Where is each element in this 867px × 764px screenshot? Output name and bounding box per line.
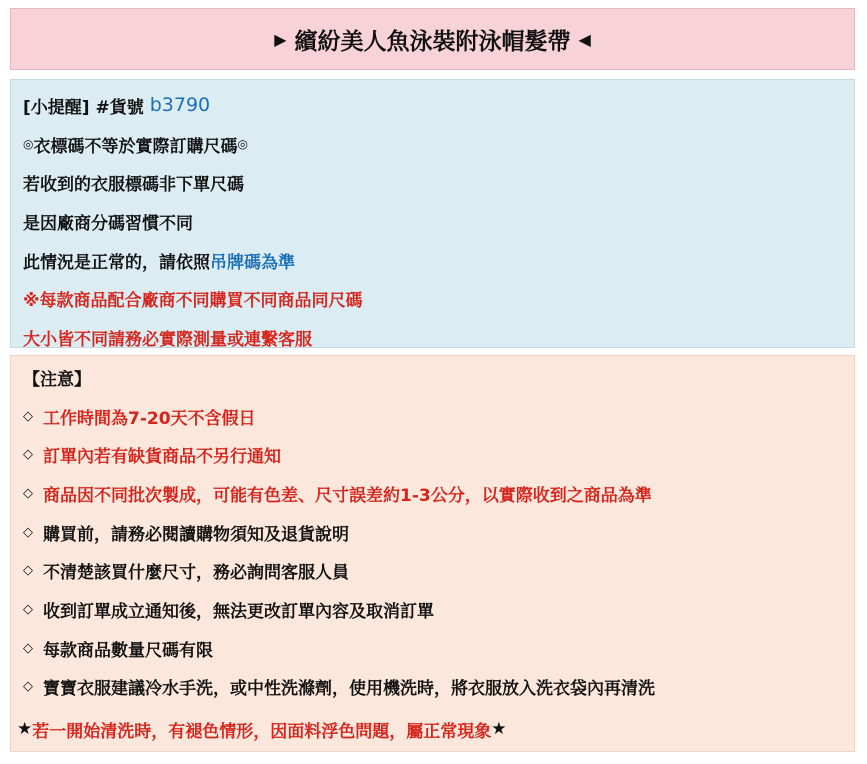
washing-warning-text: 若一開始清洗時，有褪色情形，因面料浮色問題，屬正常現象 [32, 721, 492, 742]
list-item [23, 397, 854, 436]
washing-warning [17, 706, 854, 752]
reminder-line [23, 163, 854, 202]
diamond-bullet-icon: ◇ [23, 640, 33, 656]
reminder-text: 若收到的衣服標碼非下單尺碼 [23, 175, 244, 196]
notice-panel [10, 355, 855, 752]
reminder-heading-label: [小提醒] #貨號 [23, 97, 144, 118]
reminder-line [23, 202, 854, 241]
diamond-bullet-icon: ◇ [23, 485, 33, 501]
notice-text: 不清楚該買什麼尺寸，務必詢問客服人員 [43, 563, 349, 584]
reminder-warning: ※每款商品配合廠商不同購買不同商品同尺碼 [23, 291, 363, 312]
list-item [23, 435, 854, 474]
reminder-line [23, 279, 854, 318]
diamond-bullet-icon: ◇ [23, 563, 33, 579]
notice-text: 每款商品數量尺碼有限 [43, 640, 213, 661]
diamond-bullet-icon: ◇ [23, 524, 33, 540]
list-item [23, 590, 854, 629]
notice-text: 訂單內若有缺貨商品不另行通知 [43, 447, 281, 468]
reminder-text: 衣標碼不等於實際訂購尺碼 [33, 136, 238, 157]
notice-heading-label: 【注意】 [23, 369, 91, 390]
star-icon: ★ [17, 719, 33, 740]
diamond-bullet-icon: ◇ [23, 601, 33, 617]
star-icon: ★ [491, 719, 507, 740]
left-triangle-icon: ◀ [578, 29, 591, 49]
reminder-warning: 大小皆不同請務必實際測量或連繫客服 [23, 329, 312, 350]
product-title: 繽紛美人魚泳裝附泳帽髮帶 [294, 28, 571, 55]
diamond-bullet-icon: ◇ [23, 408, 33, 424]
diamond-bullet-icon: ◇ [23, 679, 33, 695]
diamond-bullet-icon: ◇ [23, 447, 33, 463]
list-item [23, 551, 854, 590]
reminder-line [23, 241, 854, 280]
bullseye-icon: ◎ [23, 137, 34, 152]
reminder-heading [23, 86, 854, 125]
list-item [23, 474, 854, 513]
notice-heading [23, 358, 854, 397]
notice-text: 購買前，請務必閱讀購物須知及退貨說明 [43, 524, 349, 545]
right-triangle-icon: ▶ [274, 29, 287, 49]
reminder-text: 是因廠商分碼習慣不同 [23, 213, 193, 234]
notice-text: 商品因不同批次製成，可能有色差、尺寸誤差約1-3公分，以實際收到之商品為準 [43, 485, 652, 506]
title-banner [10, 8, 855, 70]
notice-text: 收到訂單成立通知後，無法更改訂單內容及取消訂單 [43, 601, 434, 622]
reminder-text: 此情況是正常的，請依照 [23, 252, 210, 273]
sku-number: b3790 [149, 94, 211, 117]
tag-size-highlight: 吊牌碼為準 [210, 252, 295, 273]
notice-text: 工作時間為7-20天不含假日 [43, 408, 256, 429]
list-item [23, 513, 854, 552]
bullseye-icon: ◎ [237, 137, 248, 152]
reminder-line [23, 318, 854, 357]
list-item [23, 668, 854, 707]
notice-text: 寶寶衣服建議冷水手洗，或中性洗滌劑，使用機洗時，將衣服放入洗衣袋內再清洗 [43, 679, 655, 700]
reminder-panel [10, 79, 855, 348]
reminder-line [23, 125, 854, 164]
list-item [23, 629, 854, 668]
